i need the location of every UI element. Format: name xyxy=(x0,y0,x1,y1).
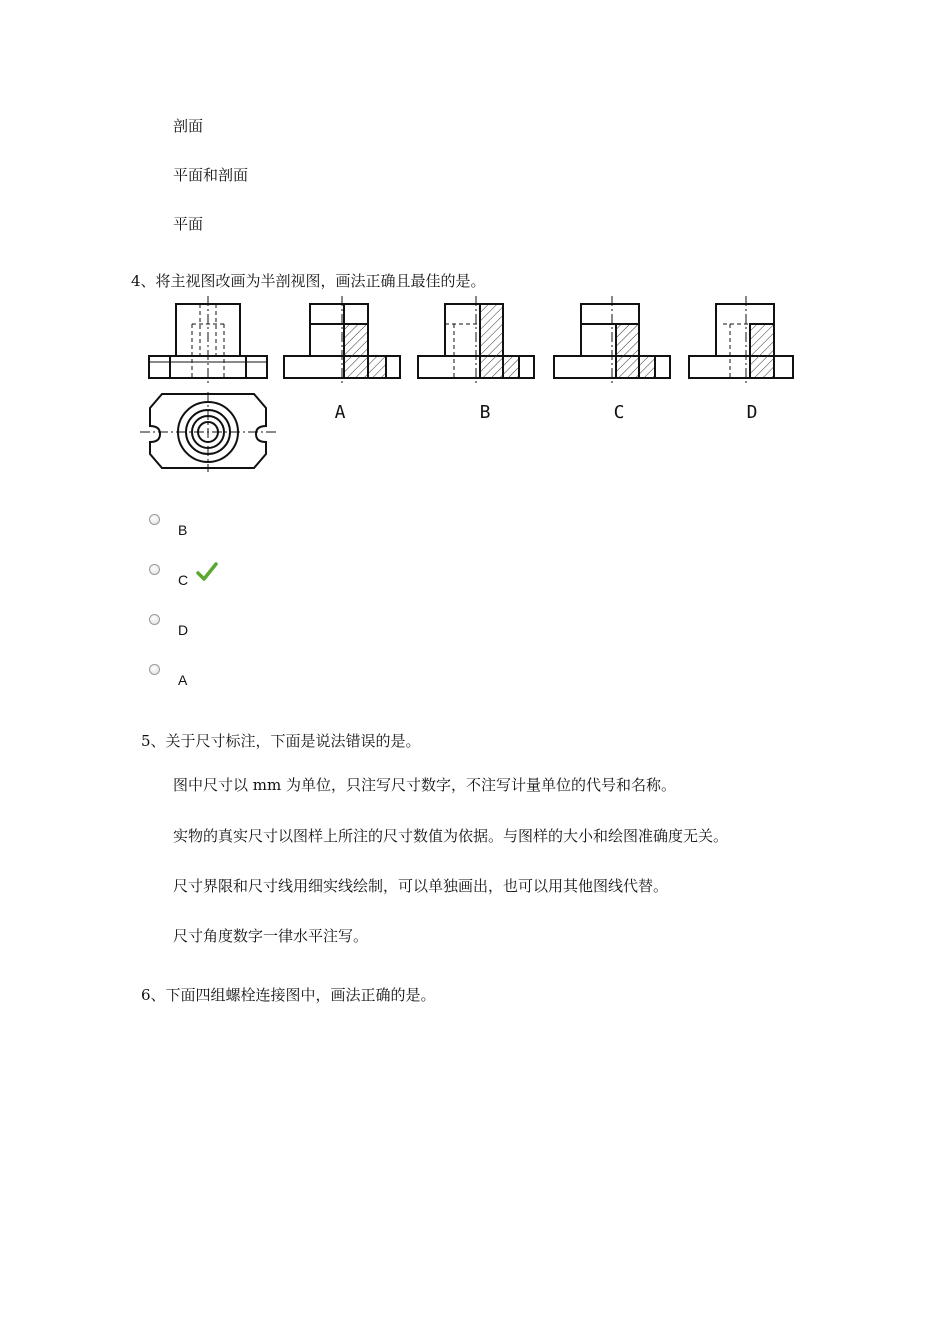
q5-option-2: 实物的真实尺寸以图样上所注的尺寸数值为依据。与图样的大小和绘图准确度无关。 xyxy=(173,827,729,845)
q4-radio-1[interactable] xyxy=(149,514,160,525)
q5-option-1: 图中尺寸以 mm 为单位，只注写尺寸数字，不注写计量单位的代号和名称。 xyxy=(173,776,676,794)
figure-label-d: D xyxy=(746,402,758,423)
q4-drawing-figure xyxy=(140,296,796,476)
q4-option-4: A xyxy=(178,672,188,688)
figure-label-c: C xyxy=(613,402,625,423)
q3-option-1: 剖面 xyxy=(173,117,204,135)
option-a-drawing xyxy=(284,296,400,386)
q4-question: 4、将主视图改画为半剖视图，画法正确且最佳的是。 xyxy=(131,272,486,290)
correct-check-icon xyxy=(196,562,218,582)
front-view xyxy=(149,296,267,386)
q4-option-1: B xyxy=(178,522,188,538)
q3-option-2: 平面和剖面 xyxy=(173,166,249,184)
q5-option-4: 尺寸角度数字一律水平注写。 xyxy=(173,927,369,945)
q4-option-3: D xyxy=(178,622,189,638)
q5-question: 5、关于尺寸标注，下面是说法错误的是。 xyxy=(141,732,421,750)
top-view xyxy=(140,392,276,472)
option-c-drawing xyxy=(554,296,670,386)
q4-radio-2[interactable] xyxy=(149,564,160,575)
q4-option-2: C xyxy=(178,572,189,588)
q4-radio-3[interactable] xyxy=(149,614,160,625)
q4-radio-4[interactable] xyxy=(149,664,160,675)
q5-option-3: 尺寸界限和尺寸线用细实线绘制，可以单独画出，也可以用其他图线代替。 xyxy=(173,877,669,895)
figure-label-a: A xyxy=(334,402,346,423)
figure-label-b: B xyxy=(479,402,491,423)
q6-question: 6、下面四组螺栓连接图中，画法正确的是。 xyxy=(141,986,436,1004)
q3-option-3: 平面 xyxy=(173,215,204,233)
option-d-drawing xyxy=(689,296,793,386)
option-b-drawing xyxy=(418,296,534,386)
